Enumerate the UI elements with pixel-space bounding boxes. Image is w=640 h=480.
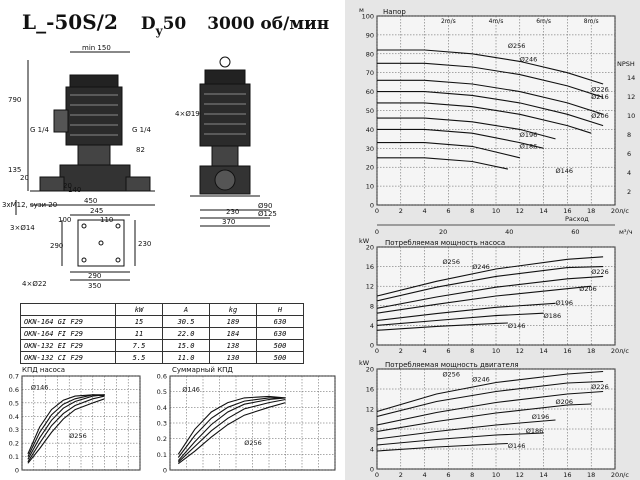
- spec-table: [20, 303, 304, 364]
- npsh-tick-label: 12: [627, 93, 636, 101]
- y-tick-label: 0: [369, 341, 374, 350]
- dim-min150: min 150: [82, 44, 111, 52]
- npsh-tick-label: 6: [627, 150, 632, 158]
- npsh-axis-label: NPSH: [617, 60, 635, 68]
- x-tick-label: 4: [422, 207, 427, 215]
- spec-cell: 130: [210, 352, 257, 364]
- lantern: [78, 145, 110, 165]
- npsh-tick-label: 8: [627, 131, 632, 139]
- x-tick-label: 10: [491, 207, 501, 215]
- chart-total-efficiency: [150, 362, 340, 480]
- x-tick-label: 0: [374, 207, 380, 215]
- chart-title: Суммарный КПД: [172, 366, 233, 374]
- rotation-speed: 3000 об/мин: [207, 14, 330, 34]
- x-tick-label: 12: [515, 207, 524, 215]
- chart-title: Потребляемая мощность двигателя: [385, 361, 519, 369]
- curve-label: Ø186: [519, 142, 538, 151]
- curve-label: Ø186: [543, 312, 562, 321]
- y-tick-label: 8: [369, 425, 374, 434]
- x-tick-label: 12: [515, 471, 524, 479]
- velocity-label: 6m/s: [536, 18, 552, 25]
- spec-cell: 184: [210, 328, 257, 340]
- velocity-label: 4m/s: [488, 18, 504, 25]
- dim-450: 450: [84, 197, 98, 205]
- y-tick-label: 10: [365, 182, 374, 191]
- dim-290-side: 290: [50, 242, 64, 250]
- y-tick-label: 20: [365, 163, 374, 172]
- x-tick-label: 20: [610, 471, 620, 479]
- side-motor-cover: [205, 70, 245, 84]
- x2-tick-label: 20: [438, 228, 448, 235]
- y-tick-label: 30: [365, 144, 374, 153]
- spec-cell: 630: [257, 328, 304, 340]
- curve-label: Ø246: [472, 263, 490, 272]
- x-unit-label: л/с: [619, 471, 629, 479]
- curve-label: Ø146: [507, 321, 526, 330]
- y-tick-label: 0.6: [156, 372, 167, 381]
- spec-cell: 138: [210, 340, 257, 352]
- model-name: L_-50S/2: [22, 10, 118, 34]
- dim-140: 140: [68, 186, 82, 194]
- spec-header-row: [21, 304, 304, 316]
- spec-cell: OKN-132 EI F29: [21, 340, 116, 352]
- y-tick-label: 0.1: [8, 453, 19, 462]
- chart-title: Потребляемая мощность насоса: [385, 239, 506, 247]
- x-tick-label: 6: [446, 347, 451, 355]
- x-tick-label: 18: [587, 347, 596, 355]
- spec-header: A: [163, 304, 210, 316]
- y-tick-label: 4: [369, 321, 374, 330]
- x2-tick-label: 60: [571, 228, 580, 235]
- curve-label: Ø246: [472, 375, 490, 384]
- y-tick-label: 16: [365, 385, 374, 394]
- dim-20-left: 20: [20, 174, 29, 182]
- curve-label: Ø256: [69, 431, 87, 440]
- x-tick-label: 16: [563, 207, 572, 215]
- npsh-tick-label: 2: [627, 188, 632, 196]
- y-tick-label: 70: [365, 69, 374, 78]
- spec-cell: OKN-164 FI F29: [21, 328, 116, 340]
- dim-790: 790: [8, 96, 22, 104]
- dim-82: 82: [136, 146, 145, 154]
- y-tick-label: 0.3: [156, 419, 167, 428]
- x-tick-label: 4: [422, 471, 427, 479]
- spec-cell: OKN-164 GI F29: [21, 316, 116, 328]
- curve-label: Ø146: [30, 383, 49, 392]
- x-tick-label: 0: [374, 471, 380, 479]
- nominal-diameter-label: $D_y50$: [140, 14, 187, 38]
- x-tick-label: 8: [470, 471, 475, 479]
- curve-label: Ø256: [244, 438, 262, 447]
- x2-tick-label: 40: [505, 228, 514, 235]
- y-tick-label: 40: [365, 125, 374, 134]
- curve-label: Ø226: [591, 383, 609, 391]
- spec-header: H: [257, 304, 304, 316]
- npsh-tick-label: 14: [627, 74, 636, 82]
- dim-g14-left: G 1/4: [30, 126, 49, 134]
- chart-title: КПД насоса: [22, 366, 66, 374]
- x-tick-label: 20: [610, 207, 620, 215]
- spec-cell: 5.5: [116, 352, 163, 364]
- y-tick-label: 0: [14, 466, 19, 475]
- x-tick-label: 14: [539, 471, 548, 479]
- curve-label: Ø216: [591, 93, 609, 102]
- dim-135: 135: [8, 166, 22, 174]
- dim-245: 245: [90, 207, 104, 215]
- y-tick-label: 12: [365, 405, 374, 414]
- x-tick-label: 12: [515, 347, 524, 355]
- x-tick-label: 20: [610, 347, 620, 355]
- y-tick-label: 0.4: [8, 412, 19, 421]
- page-title: [22, 10, 330, 38]
- x-tick-label: 14: [539, 207, 548, 215]
- dimension-drawing: [0, 40, 345, 302]
- curve-label: Ø196: [555, 298, 574, 307]
- x-unit-label: л/с: [619, 207, 629, 215]
- velocity-label: 8m/s: [583, 18, 599, 25]
- x-tick-label: 4: [422, 347, 427, 355]
- y-axis-label: kW: [359, 237, 370, 245]
- y-tick-label: 0.5: [156, 388, 167, 397]
- x-tick-label: 2: [398, 347, 403, 355]
- spec-header: kg: [210, 304, 257, 316]
- spec-cell: 11.0: [163, 352, 210, 364]
- spec-cell: 15.0: [163, 340, 210, 352]
- x-axis-label: Расход: [565, 215, 589, 223]
- velocity-label: 2m/s: [440, 18, 456, 25]
- spec-cell: 630: [257, 316, 304, 328]
- dim-20-mid: 20: [63, 182, 72, 190]
- chart-motor-power: [345, 357, 640, 480]
- dim-4x22: 4×Ø22: [22, 280, 47, 288]
- y-tick-label: 100: [361, 12, 374, 21]
- dim-350: 350: [88, 282, 102, 290]
- y-tick-label: 0.4: [156, 403, 167, 412]
- y-tick-label: 20: [365, 365, 374, 374]
- base-plate: [78, 220, 124, 266]
- spec-cell: 30.5: [163, 316, 210, 328]
- motor-fan-cover: [70, 75, 118, 87]
- dim-screw: 3xM12, sузи 20: [2, 201, 58, 209]
- curve-label: Ø186: [525, 427, 544, 435]
- y-tick-label: 16: [365, 263, 374, 272]
- dim-290-bottom: 290: [88, 272, 102, 280]
- table-row: [21, 328, 304, 340]
- curve-label: Ø206: [591, 112, 609, 121]
- y-tick-label: 0.3: [8, 426, 19, 435]
- y-tick-label: 4: [369, 445, 374, 454]
- dim-370: 370: [222, 218, 236, 226]
- x-tick-label: 2: [398, 471, 403, 479]
- dim-110: 110: [100, 216, 114, 224]
- y-tick-label: 8: [369, 302, 374, 311]
- side-motor-body: [200, 84, 250, 146]
- curve-label: Ø256: [442, 370, 460, 379]
- spec-cell: 11: [116, 328, 163, 340]
- y-tick-label: 80: [365, 50, 374, 59]
- y-tick-label: 0: [162, 466, 167, 475]
- curve-label: Ø256: [442, 258, 460, 267]
- curve-label: Ø196: [519, 130, 538, 139]
- dim-4x19: 4×Ø19: [175, 110, 200, 118]
- table-row: [21, 316, 304, 328]
- y-tick-label: 0: [369, 465, 374, 474]
- y-tick-label: 60: [365, 88, 374, 97]
- x-tick-label: 2: [398, 207, 403, 215]
- x-tick-label: 14: [539, 347, 548, 355]
- spec-cell: 7.5: [116, 340, 163, 352]
- curve-label: Ø246: [519, 55, 538, 64]
- dim-d90: Ø90: [258, 202, 273, 210]
- spec-cell: 500: [257, 340, 304, 352]
- x-tick-label: 16: [563, 347, 572, 355]
- curve-label: Ø196: [531, 413, 550, 421]
- x-unit-label: л/с: [619, 347, 629, 355]
- spec-cell: 500: [257, 352, 304, 364]
- x-tick-label: 16: [563, 471, 572, 479]
- x-tick-label: 8: [470, 207, 475, 215]
- x-tick-label: 10: [491, 471, 501, 479]
- y-tick-label: 20: [365, 243, 374, 252]
- dim-230: 230: [226, 208, 240, 216]
- chart-pump-efficiency: [0, 362, 170, 480]
- dim-230-side: 230: [138, 240, 152, 248]
- dim-d125: Ø125: [258, 210, 277, 218]
- y-tick-label: 12: [365, 282, 374, 291]
- x-tick-label: 18: [587, 471, 596, 479]
- y-tick-label: 50: [365, 107, 374, 115]
- chart-pump-power: [345, 235, 640, 357]
- curve-label: Ø226: [591, 267, 609, 276]
- curve-label: Ø146: [507, 442, 526, 450]
- y-tick-label: 0: [369, 201, 374, 210]
- y-tick-label: 0.1: [156, 450, 167, 459]
- dim-g14-right: G 1/4: [132, 126, 151, 134]
- chart-head-curve: [345, 0, 640, 235]
- spec-cell: 15: [116, 316, 163, 328]
- x2-unit-label: м³/ч: [619, 228, 633, 235]
- curve-label: Ø256: [507, 42, 526, 51]
- x-tick-label: 6: [446, 207, 451, 215]
- y-axis-label: м: [359, 6, 364, 14]
- spec-header: kW: [116, 304, 163, 316]
- chart-title: Напор: [383, 8, 406, 16]
- npsh-tick-label: 4: [627, 169, 632, 177]
- spec-cell: 189: [210, 316, 257, 328]
- spec-cell: 22.0: [163, 328, 210, 340]
- x-tick-label: 0: [374, 347, 380, 355]
- x-tick-label: 10: [491, 347, 501, 355]
- table-row: [21, 340, 304, 352]
- x2-tick-label: 0: [374, 228, 380, 235]
- y-tick-label: 90: [365, 31, 374, 40]
- curve-label: Ø146: [182, 385, 200, 394]
- y-tick-label: 0.5: [8, 399, 19, 408]
- motor-terminal-box: [54, 110, 68, 132]
- y-tick-label: 0.7: [8, 372, 19, 381]
- dim-100: 100: [58, 216, 72, 224]
- y-tick-label: 0.6: [8, 385, 19, 394]
- spec-header: [21, 304, 116, 316]
- motor-body: [66, 87, 122, 145]
- y-tick-label: 0.2: [156, 435, 167, 444]
- x-tick-label: 6: [446, 471, 451, 479]
- curve-label: Ø206: [579, 285, 597, 294]
- npsh-tick-label: 10: [627, 112, 636, 120]
- x-tick-label: 8: [470, 347, 475, 355]
- y-tick-label: 0.2: [8, 439, 19, 448]
- curve-label: Ø206: [555, 398, 574, 406]
- y-axis-label: kW: [359, 359, 370, 367]
- curve-label: Ø226: [591, 85, 609, 94]
- dim-3x14: 3×Ø14: [10, 224, 35, 232]
- curve-label: Ø146: [555, 166, 574, 175]
- spec-cell: OKN-132 CI F29: [21, 352, 116, 364]
- x-tick-label: 18: [587, 207, 596, 215]
